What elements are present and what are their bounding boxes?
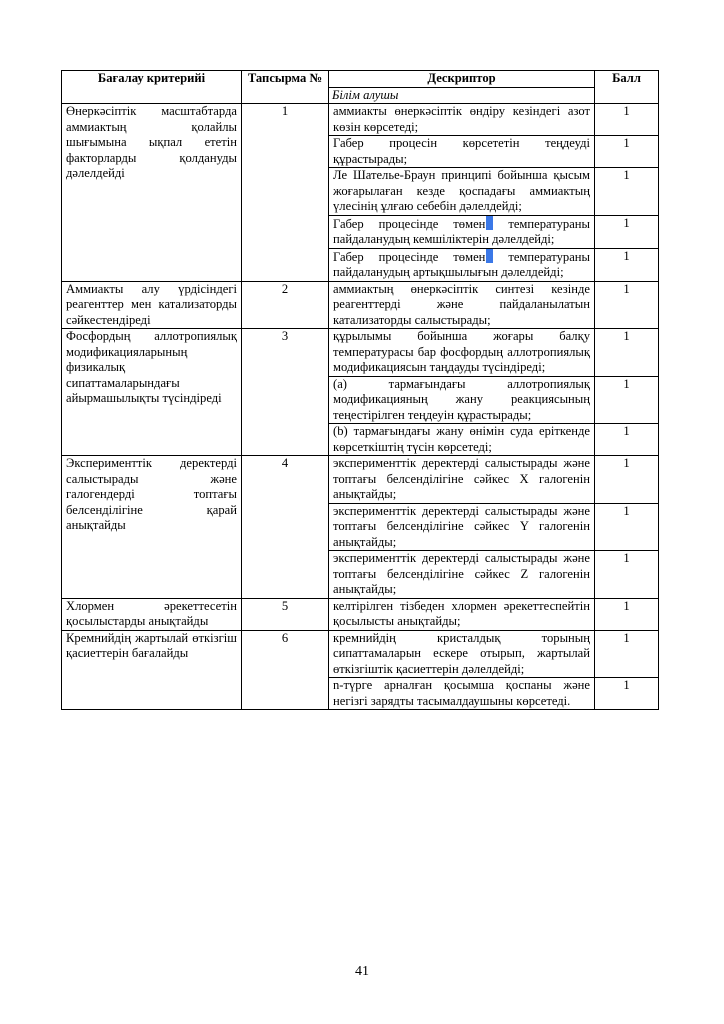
descriptor-cell: эксперименттік деректерді салыстырады және топтағы белсенділігіне сәйкес Y галогенін анықтайды; xyxy=(329,503,595,551)
descriptor-cell: Габер процесінде төмен температураны пайдаланудың артықшылығын дәлелдейді; xyxy=(329,248,595,281)
task-number-cell: 5 xyxy=(242,598,329,630)
descriptor-cell: эксперименттік деректерді салыстырады және топтағы белсенділігіне сәйкес X галогенін анықтайды; xyxy=(329,456,595,504)
header-descriptor-subtitle: Білім алушы xyxy=(329,87,595,104)
task-number-cell: 3 xyxy=(242,329,329,456)
score-cell: 1 xyxy=(595,168,659,216)
task-number-cell: 4 xyxy=(242,456,329,599)
text-selection-highlight xyxy=(486,216,493,230)
task-number-cell: 1 xyxy=(242,104,329,282)
score-cell: 1 xyxy=(595,248,659,281)
criterion-cell: Өнеркәсіптік масштабтарда аммиактың қолайлы шығымына ықпал ететін факторларды қолдануды дәлелдейді xyxy=(62,104,242,282)
table-body xyxy=(62,104,659,710)
criterion-cell: Кремнийдің жартылай өткізгіш қасиеттерін бағалайды xyxy=(62,630,242,710)
score-cell: 1 xyxy=(595,630,659,678)
descriptor-cell: Ле Шателье-Браун принципі бойынша қысым жоғарылаған кезде қоспадағы аммиактың үлесінің ұлғаю себебін дәлелдейді; xyxy=(329,168,595,216)
descriptor-cell: келтірілген тізбеден хлормен әрекеттеспейтін қосылысты анықтайды; xyxy=(329,598,595,630)
table-row xyxy=(62,630,659,678)
descriptor-cell: (b) тармағындағы жану өнімін суда еріткенде көрсеткіштің түсін көрсетеді; xyxy=(329,424,595,456)
score-cell: 1 xyxy=(595,215,659,248)
score-cell: 1 xyxy=(595,456,659,504)
header-score: Балл xyxy=(595,71,659,104)
descriptor-cell: аммиактың өнеркәсіптік синтезі кезінде реагенттерді және пайдаланылатын катализаторды салыстырады; xyxy=(329,281,595,329)
header-descriptor: Дескриптор xyxy=(329,71,595,88)
score-cell: 1 xyxy=(595,376,659,424)
table-row xyxy=(62,456,659,504)
task-number-cell: 6 xyxy=(242,630,329,710)
text-selection-highlight xyxy=(486,249,493,263)
descriptor-cell: эксперименттік деректерді салыстырады және топтағы белсенділігіне сәйкес Z галогенін анықтайды; xyxy=(329,551,595,599)
descriptor-cell: (a) тармағындағы аллотропиялық модификацияның жану реакциясының теңестірілген теңдеуін құрастырады; xyxy=(329,376,595,424)
descriptor-cell: құрылымы бойынша жоғары балқу температурасы бар фосфордың аллотропиялық модификациясын таңдауды түсіндіреді; xyxy=(329,329,595,377)
score-cell: 1 xyxy=(595,598,659,630)
table-row xyxy=(62,104,659,136)
header-task: Тапсырма № xyxy=(242,71,329,104)
descriptor-cell: кремнийдің кристалдық торының сипаттамаларын ескере отырып, жартылай өткізгіштік қасиеттерін дәлелдейді; xyxy=(329,630,595,678)
descriptor-cell: Габер процесін көрсететін теңдеуді құрастырады; xyxy=(329,136,595,168)
criterion-cell: Эксперименттік деректерді салыстырады және галогендерді топтағы белсенділігіне қарай анықтайды xyxy=(62,456,242,599)
table-row xyxy=(62,598,659,630)
criterion-cell: Фосфордың аллотропиялық модификацияларының физикалық сипаттамаларындағы айырмашылықты түсіндіреді xyxy=(62,329,242,456)
score-cell: 1 xyxy=(595,424,659,456)
descriptor-cell: n-түрге арналған қосымша қоспаны және негізгі зарядты тасымалдаушыны көрсетеді. xyxy=(329,678,595,710)
table-row xyxy=(62,329,659,377)
score-cell: 1 xyxy=(595,136,659,168)
score-cell: 1 xyxy=(595,551,659,599)
score-cell: 1 xyxy=(595,329,659,377)
page-number: 41 xyxy=(355,964,369,979)
score-cell: 1 xyxy=(595,503,659,551)
score-cell: 1 xyxy=(595,678,659,710)
descriptor-cell: Габер процесінде төмен температураны пайдаланудың кемшіліктерін дәлелдейді; xyxy=(329,215,595,248)
criterion-cell: Аммиакты алу үрдісіндегі реагенттер мен катализаторды сәйкестендіреді xyxy=(62,281,242,329)
table-row xyxy=(62,281,659,329)
header-criterion: Бағалау критерийі xyxy=(62,71,242,104)
assessment-table xyxy=(61,70,659,710)
score-cell: 1 xyxy=(595,281,659,329)
descriptor-cell: аммиакты өнеркәсіптік өндіру кезіндегі азот көзін көрсетеді; xyxy=(329,104,595,136)
task-number-cell: 2 xyxy=(242,281,329,329)
score-cell: 1 xyxy=(595,104,659,136)
criterion-cell: Хлормен әрекеттесетін қосылыстарды анықтайды xyxy=(62,598,242,630)
